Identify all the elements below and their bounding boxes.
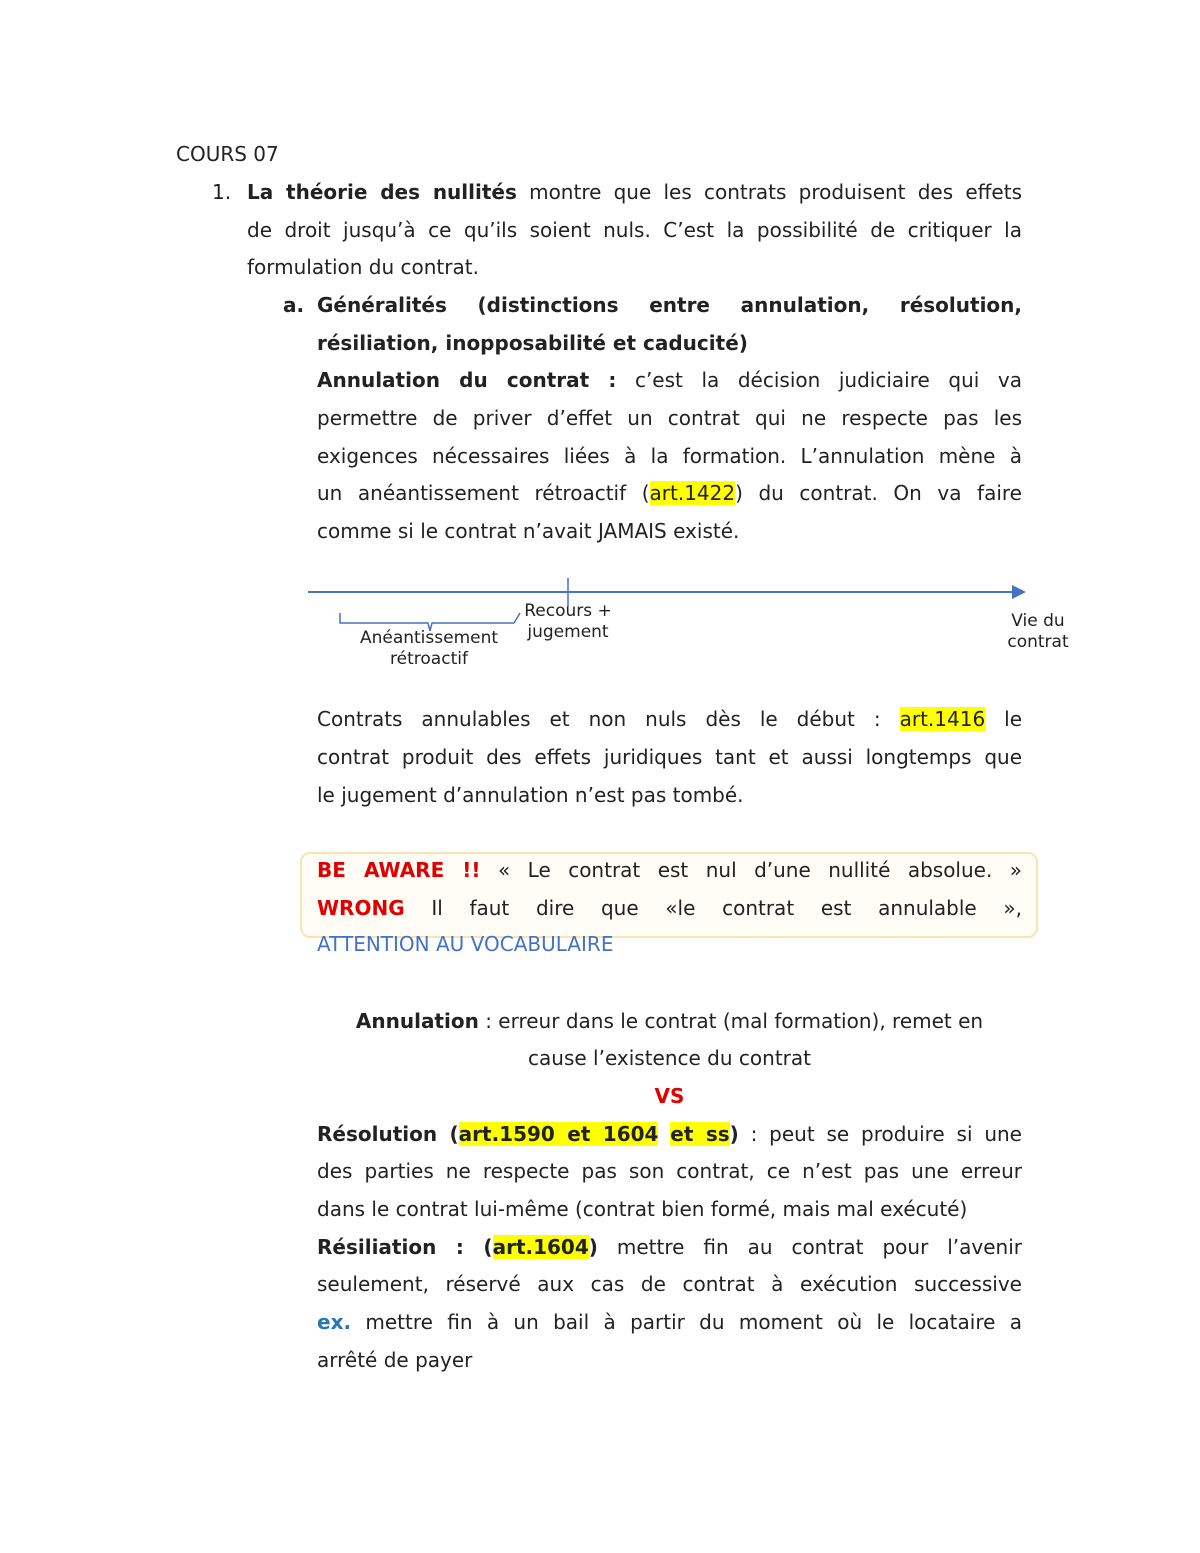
subsection-title-line-1: Généralités (distinctions entre annulation, résolution, bbox=[317, 293, 1022, 317]
annulables-line-2: contrat produit des effets juridiques tant et aussi longtemps que bbox=[317, 745, 1022, 769]
aneantissement-label: Anéantissement rétroactif bbox=[359, 628, 499, 669]
annulables-line-3: le jugement d’annulation n’est pas tombé. bbox=[317, 783, 744, 807]
annulation-line-2: permettre de priver d’effet un contrat qui ne respecte pas les bbox=[317, 406, 1022, 430]
course-title: COURS 07 bbox=[176, 142, 279, 166]
subsection-title-line-2: résiliation, inopposabilité et caducité) bbox=[317, 331, 748, 355]
resolution-line-2: des parties ne respecte pas son contrat, ce n’est pas une erreur bbox=[317, 1159, 1022, 1183]
annulables-line-1: Contrats annulables et non nuls dès le début : art.1416 le bbox=[317, 707, 1023, 731]
section-1-text: montre que les contrats produisent des effets bbox=[516, 180, 1022, 204]
callout-line-2: WRONG Il faut dire que «le contrat est annulable », bbox=[317, 896, 1023, 920]
article-reference: art.1590 et 1604 bbox=[458, 1122, 659, 1146]
subsection-letter: a. bbox=[283, 293, 305, 317]
comparison-annulation-line-2: cause l’existence du contrat bbox=[528, 1046, 811, 1070]
wrong-label: WRONG bbox=[317, 896, 405, 920]
section-number: 1. bbox=[212, 180, 232, 204]
resiliation-term: Résiliation : ( bbox=[317, 1235, 493, 1259]
example-line-2: arrêté de payer bbox=[317, 1348, 473, 1372]
callout-line-1: BE AWARE !! « Le contrat est nul d’une nullité absolue. » bbox=[317, 858, 1023, 882]
attention-vocabulary: ATTENTION AU VOCABULAIRE bbox=[317, 932, 614, 956]
comparison-annulation-line-1: Annulation : erreur dans le contrat (mal formation), remet en bbox=[355, 1009, 984, 1033]
timeline-arrowhead bbox=[1012, 585, 1026, 599]
article-reference: art.1604 bbox=[492, 1235, 589, 1259]
section-1-title: La théorie des nullités bbox=[247, 180, 517, 204]
section-1-line-2: de droit jusqu’à ce qu’ils soient nuls. C’est la possibilité de critiquer la bbox=[247, 218, 1022, 242]
annulation-line-5: comme si le contrat n’avait JAMAIS existé. bbox=[317, 519, 740, 543]
article-reference: art.1422 bbox=[649, 481, 736, 505]
section-1-line-3: formulation du contrat. bbox=[247, 255, 479, 279]
section-1-line-1 bbox=[247, 178, 1022, 206]
annulation-label: Annulation du contrat : bbox=[317, 368, 617, 392]
resolution-line-3: dans le contrat lui-même (contrat bien formé, mais mal exécuté) bbox=[317, 1197, 968, 1221]
annulation-term: Annulation bbox=[355, 1009, 479, 1033]
resolution-term: Résolution ( bbox=[317, 1122, 459, 1146]
resolution-line-1: Résolution (art.1590 et 1604 et ss) : peut se produire si une bbox=[317, 1122, 1022, 1146]
recours-label: Recours + jugement bbox=[524, 601, 612, 642]
example-label: ex. bbox=[317, 1310, 352, 1334]
resiliation-line-2: seulement, réservé aux cas de contrat à exécution successive bbox=[317, 1272, 1022, 1296]
vs-label: VS bbox=[654, 1084, 685, 1108]
be-aware-label: BE AWARE !! bbox=[317, 858, 481, 882]
example-line-1: ex. mettre fin à un bail à partir du moment où le locataire a bbox=[317, 1310, 1022, 1334]
resiliation-line-1: Résiliation : (art.1604) mettre fin au contrat pour l’avenir bbox=[317, 1235, 1023, 1259]
vie-contrat-label: Vie du contrat bbox=[1007, 611, 1069, 652]
article-reference: art.1416 bbox=[899, 707, 986, 731]
annulation-line-1: Annulation du contrat : c’est la décision judiciaire qui va bbox=[317, 368, 1022, 392]
annulation-line-3: exigences nécessaires liées à la formation. L’annulation mène à bbox=[317, 444, 1022, 468]
annulation-line-4: un anéantissement rétroactif (art.1422) du contrat. On va faire bbox=[317, 481, 1022, 505]
